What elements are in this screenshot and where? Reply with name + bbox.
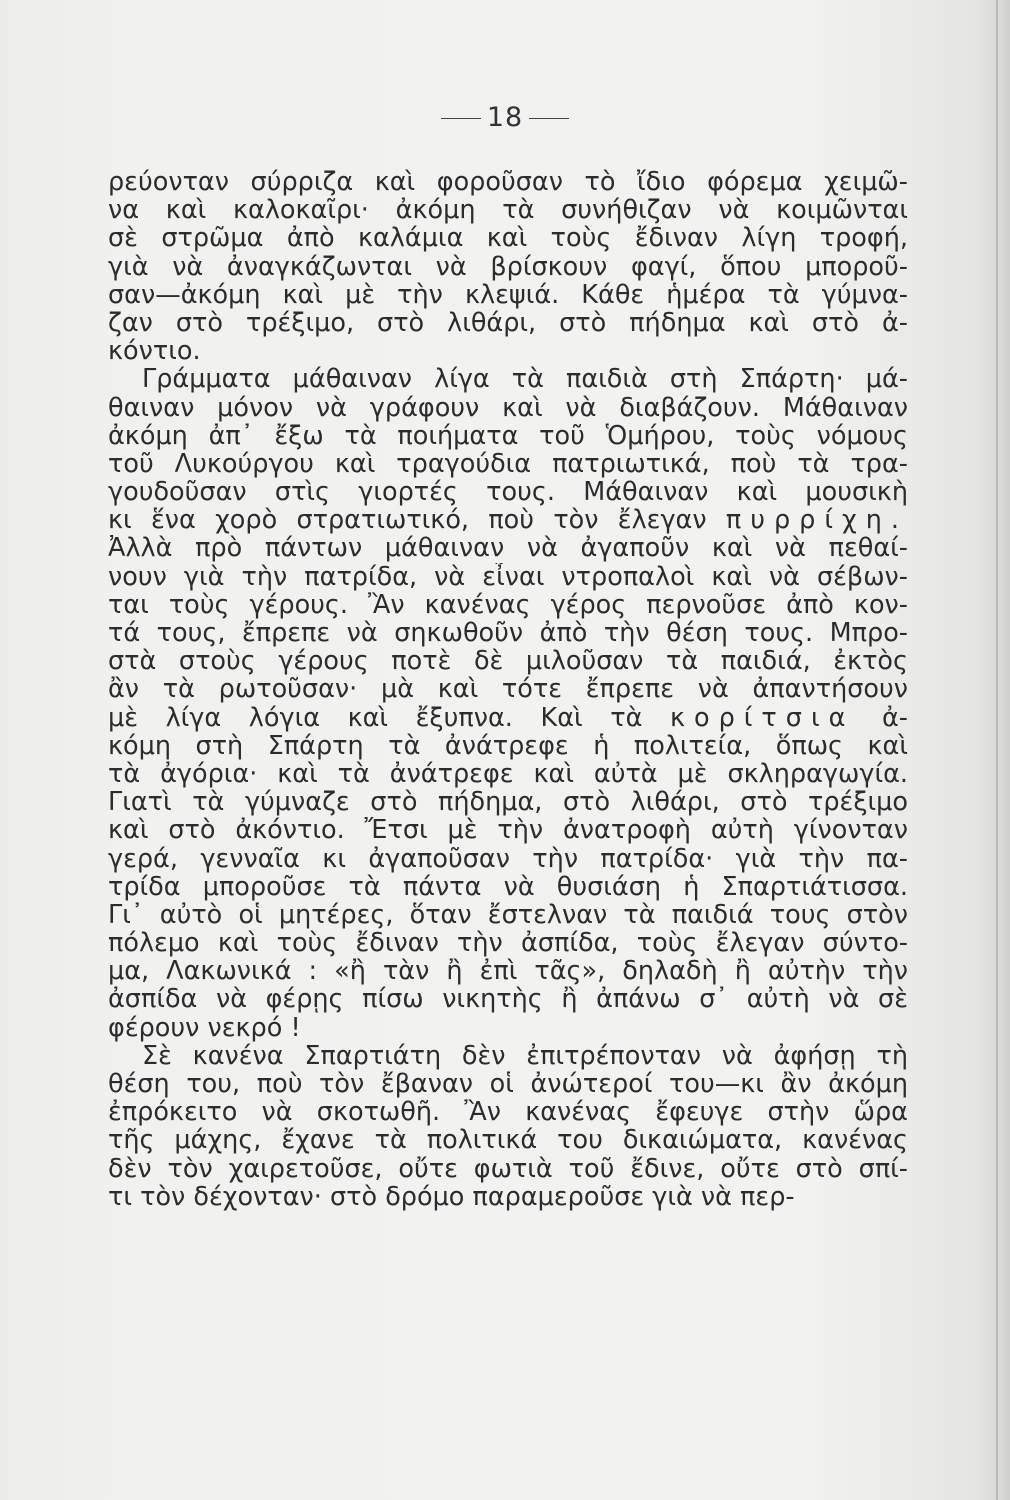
page-number-dash-right [529, 118, 569, 120]
text-line: ρεύονταν σύρριζα καὶ φοροῦσαν τὸ ἴδιο φόρεμα χειμῶ- [108, 168, 908, 197]
text-line: Σὲ κανένα Σπαρτιάτη δὲν ἐπιτρέπονταν νὰ ἀφήσῃ τὴ [142, 1041, 908, 1070]
text-line: πόλεμο καὶ τοὺς ἔδιναν τὴν ἀσπίδα, τοὺς ἔλεγαν σύντο- [108, 929, 908, 958]
text-line: στὰ στοὺς γέρους ποτὲ δὲ μιλοῦσαν τὰ παιδιά, ἐκτὸς [108, 647, 908, 676]
text-line: Ἀλλὰ πρὸ πάντων μάθαιναν νὰ ἀγαποῦν καὶ νὰ πεθαί- [108, 534, 908, 563]
page-number-value: 18 [486, 102, 524, 133]
text-line: να καὶ καλοκαῖρι· ἀκόμη τὰ συνήθιζαν νὰ κοιμῶνται [108, 196, 908, 225]
text-line: ζαν στὸ τρέξιμο, στὸ λιθάρι, στὸ πήδημα καὶ στὸ ἀ- [108, 308, 908, 338]
text-line: κόμη στὴ Σπάρτη τὰ ἀνάτρεφε ἡ πολιτεία, ὅπως καὶ [108, 731, 908, 760]
text-line: γουδοῦσαν στὶς γιορτές τους. Μάθαιναν καὶ μουσικὴ [108, 478, 908, 507]
text-line: δὲν τὸν χαιρετοῦσε, οὔτε φωτιὰ τοῦ ἔδινε, οὔτε στὸ σπί- [108, 1154, 908, 1183]
text-line: τι τὸν δέχονταν· στὸ δρόμο παραμεροῦσε γιὰ νὰ περ- [108, 1182, 795, 1211]
text-line: κι ἕνα χορὸ στρατιωτικό, ποὺ τὸν ἔλεγαν πυρρίχη. [108, 506, 908, 535]
emphasized-word: πυρρίχη. [725, 506, 908, 535]
text-line: κόντιο. [108, 337, 201, 366]
text-line: σὲ στρῶμα ἀπὸ καλάμια καὶ τοὺς ἔδιναν λίγη τροφή, [108, 224, 908, 253]
text-line: τῆς μάχης, ἔχανε τὰ πολιτικά του δικαιώματα, κανένας [108, 1126, 908, 1155]
paragraph [108, 365, 908, 1042]
text-line: ἐπρόκειτο νὰ σκοτωθῆ. Ἂν κανένας ἔφευγε στὴν ὥρα [108, 1098, 908, 1127]
text-line: τὰ ἀγόρια· καὶ τὰ ἀνάτρεφε καὶ αὐτὰ μὲ σκληραγωγία. [108, 759, 908, 789]
text-line: μὲ λίγα λόγια καὶ ἔξυπνα. Καὶ τὰ κορίτσια ἀ- [108, 703, 908, 732]
text-line: ἀσπίδα νὰ φέρῃς πίσω νικητὴς ἢ ἀπάνω σ᾽ αὐτὴ νὰ σὲ [108, 985, 908, 1014]
text-line: θέση του, ποὺ τὸν ἔβαναν οἱ ἀνώτεροί του—κι ἂν ἀκόμη [108, 1070, 908, 1099]
text-line: Γράμματα μάθαιναν λίγα τὰ παιδιὰ στὴ Σπάρτη· μά- [142, 365, 908, 394]
text-line: νουν γιὰ τὴν πατρίδα, νὰ εἶναι ντροπαλοὶ καὶ νὰ σέβων- [108, 562, 908, 591]
body-text [108, 168, 908, 1211]
text-line: τοῦ Λυκούργου καὶ τραγούδια πατριωτικά, ποὺ τὰ τρα- [108, 449, 908, 479]
emphasized-word: κορίτσια [669, 703, 855, 732]
text-line: θαιναν μόνον νὰ γράφουν καὶ νὰ διαβάζουν. Μάθαιναν [108, 393, 908, 422]
page-number [0, 102, 1010, 133]
text-line: Γι᾽ αὐτὸ οἱ μητέρες, ὅταν ἔστελναν τὰ παιδιά τους στὸν [108, 900, 908, 930]
text-line: ται τοὺς γέρους. Ἂν κανένας γέρος περνοῦσε ἀπὸ κον- [108, 590, 908, 619]
text-line: τά τους, ἔπρεπε νὰ σηκωθοῦν ἀπὸ τὴν θέση τους. Μπρο- [108, 619, 908, 648]
paragraph [108, 1042, 908, 1211]
text-line: Γιατὶ τὰ γύμναζε στὸ πήδημα, στὸ λιθάρι, στὸ τρέξιμο [108, 788, 908, 817]
page-number-dash-left [441, 118, 481, 120]
page-edge-shadow [998, 0, 1010, 1500]
text-line: καὶ στὸ ἀκόντιο. Ἔτσι μὲ τὴν ἀνατροφὴ αὐτὴ γίνονταν [108, 816, 908, 845]
text-line: ἂν τὰ ρωτοῦσαν· μὰ καὶ τότε ἔπρεπε νὰ ἀπαντήσουν [108, 675, 908, 704]
text-line: τρίδα μποροῦσε τὰ πάντα νὰ θυσιάση ἡ Σπαρτιάτισσα. [108, 872, 908, 901]
text-line: μα, Λακωνικά : «ἢ τὰν ἢ ἐπὶ τᾶς», δηλαδὴ ἢ αὐτὴν τὴν [108, 957, 908, 986]
text-line: γιὰ νὰ ἀναγκάζωνται νὰ βρίσκουν φαγί, ὅπου μποροῦ- [108, 252, 908, 281]
text-line: γερά, γενναῖα κι ἀγαποῦσαν τὴν πατρίδα· γιὰ τὴν πα- [108, 844, 908, 873]
text-line: ἀκόμη ἀπ᾽ ἔξω τὰ ποιήματα τοῦ Ὁμήρου, τοὺς νόμους [108, 421, 908, 450]
paragraph [108, 168, 908, 365]
text-line: σαν—ἀκόμη καὶ μὲ τὴν κλεψιά. Κάθε ἡμέρα τὰ γύμνα- [108, 280, 908, 309]
text-line: φέρουν νεκρό ! [108, 1013, 301, 1042]
